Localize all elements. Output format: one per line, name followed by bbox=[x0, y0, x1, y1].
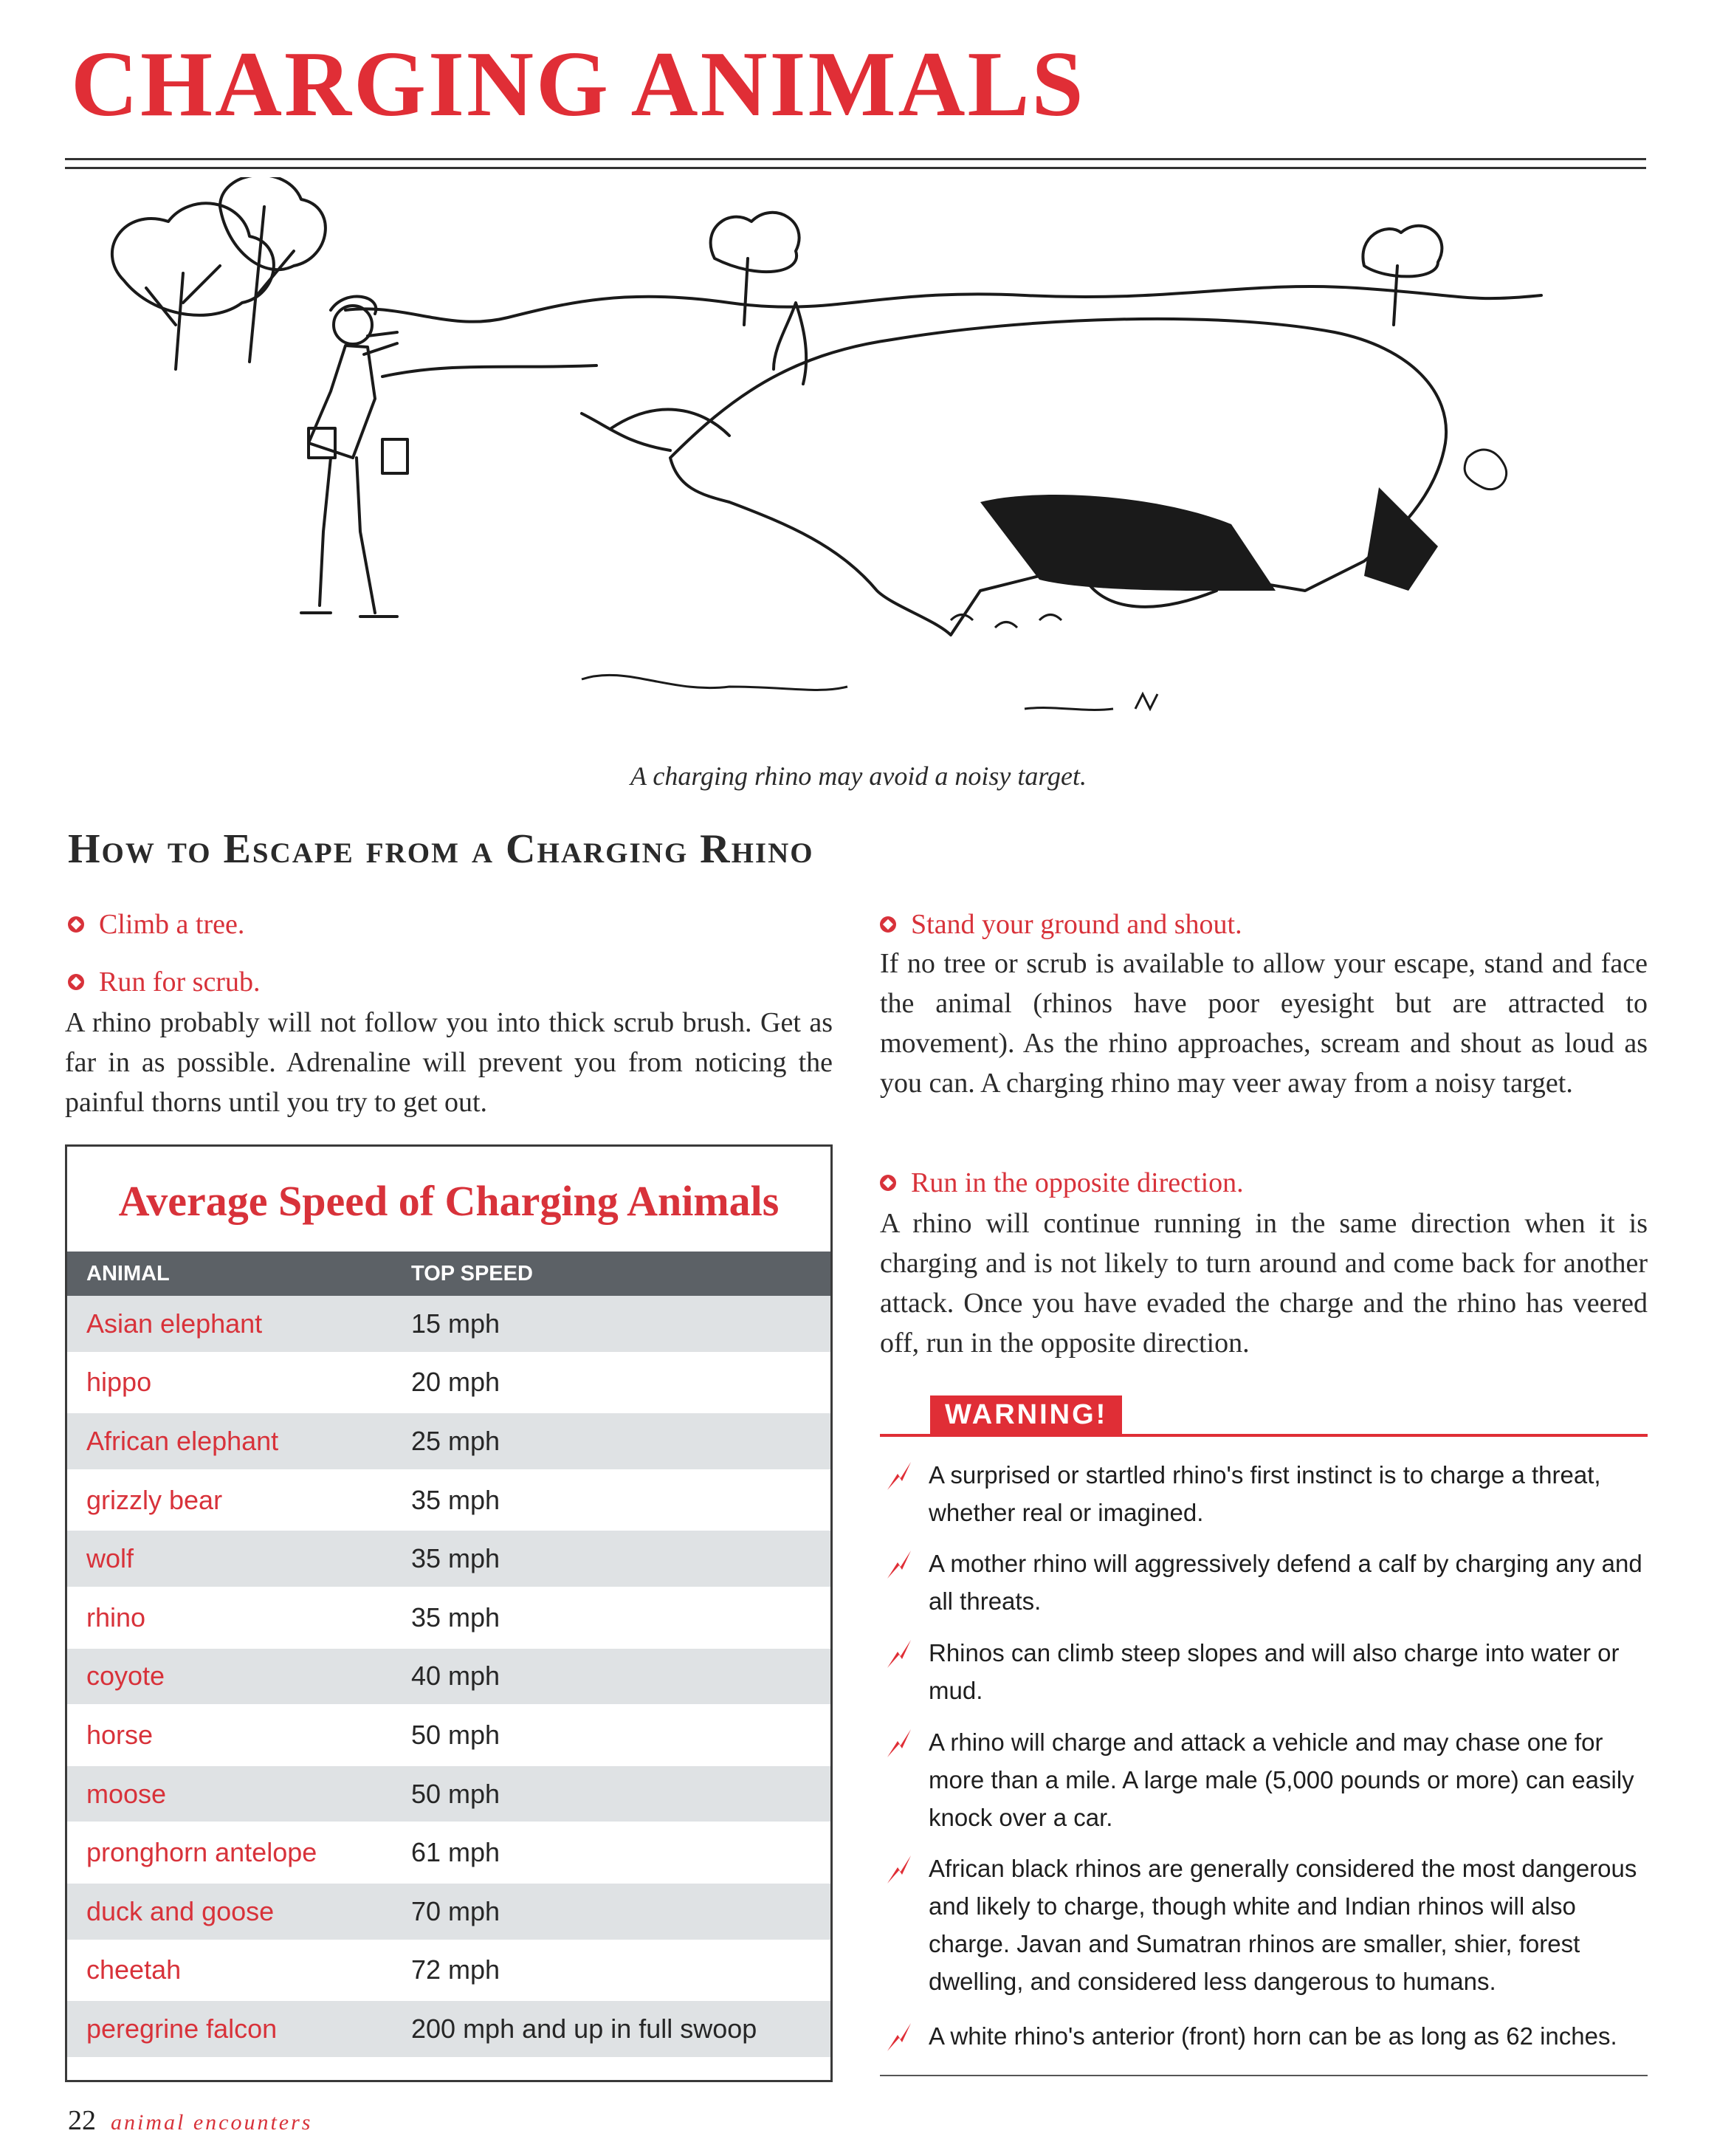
animal-cell: pronghorn antelope bbox=[86, 1837, 317, 1868]
tip-heading-scrub bbox=[68, 968, 260, 996]
red-circle-diamond-icon bbox=[68, 916, 84, 933]
lightning-bolt-icon bbox=[884, 2020, 914, 2053]
table-row bbox=[67, 1531, 830, 1590]
table-row bbox=[67, 1884, 830, 1943]
speed-cell: 35 mph bbox=[411, 1484, 500, 1515]
lightning-bolt-icon bbox=[884, 1726, 914, 1759]
animal-cell: coyote bbox=[86, 1661, 165, 1692]
warning-item-text: A surprised or startled rhino's first instinct is to charge a threat, whether real or imagined. bbox=[929, 1461, 1601, 1526]
warning-label: WARNING! bbox=[930, 1395, 1122, 1434]
speed-cell: 70 mph bbox=[411, 1895, 500, 1926]
table-row bbox=[67, 1824, 830, 1884]
tip-heading-stand bbox=[880, 910, 1242, 938]
animal-cell: rhino bbox=[86, 1601, 146, 1633]
table-row bbox=[67, 1472, 830, 1531]
tip-heading-run-opposite bbox=[880, 1169, 1244, 1197]
illustration-caption: A charging rhino may avoid a noisy target. bbox=[630, 761, 1087, 791]
animal-cell: moose bbox=[86, 1778, 167, 1809]
table-row bbox=[67, 1943, 830, 2002]
running-section-name: animal encounters bbox=[111, 2110, 313, 2135]
speed-cell: 200 mph and up in full swoop bbox=[411, 2013, 757, 2044]
table-body bbox=[67, 1296, 830, 2060]
column-header-top-speed: TOP SPEED bbox=[411, 1261, 533, 1285]
tip-heading-text: Run in the opposite direction. bbox=[911, 1167, 1244, 1198]
warning-bottom-rule bbox=[880, 2075, 1648, 2076]
animal-cell: Asian elephant bbox=[86, 1308, 263, 1339]
tip-body-stand: If no tree or scrub is available to allow your escape, stand and face the animal (rhinos have poor eyesight but are attracted to movement). As the rhino approaches, scream and shout as loud as you can. A charging rhino may veer away from a noisy target. bbox=[880, 948, 1648, 1099]
lightning-bolt-icon bbox=[884, 1637, 914, 1669]
warning-item-text: A white rhino's anterior (front) horn can be as long as 62 inches. bbox=[929, 2022, 1617, 2050]
speed-cell: 35 mph bbox=[411, 1601, 500, 1633]
title-rule-top bbox=[65, 158, 1646, 160]
page-footer bbox=[68, 2104, 312, 2137]
warning-item-text: A rhino will charge and attack a vehicle and may chase one for more than a mile. A large male (5,000 pounds or more) can easily knock over a car. bbox=[929, 1728, 1634, 1831]
page-title: CHARGING ANIMALS bbox=[71, 33, 1086, 136]
speed-cell: 72 mph bbox=[411, 1954, 500, 1985]
speed-cell: 20 mph bbox=[411, 1367, 500, 1398]
animal-cell: wolf bbox=[86, 1543, 134, 1574]
table-header-row bbox=[67, 1252, 830, 1296]
tip-heading-text: Climb a tree. bbox=[99, 909, 245, 940]
speed-cell: 25 mph bbox=[411, 1425, 500, 1456]
speed-cell: 40 mph bbox=[411, 1661, 500, 1692]
table-row bbox=[67, 1766, 830, 1825]
animal-cell: horse bbox=[86, 1719, 154, 1750]
warning-item-text: Rhinos can climb steep slopes and will also charge into water or mud. bbox=[929, 1639, 1620, 1704]
animal-cell: peregrine falcon bbox=[86, 2013, 278, 2044]
tip-heading-climb bbox=[68, 910, 244, 938]
table-row bbox=[67, 2001, 830, 2060]
section-heading: How to Escape from a Charging Rhino bbox=[68, 826, 814, 872]
speed-cell: 61 mph bbox=[411, 1837, 500, 1868]
title-rule-bottom bbox=[65, 167, 1646, 169]
animal-cell: cheetah bbox=[86, 1954, 182, 1985]
speed-cell: 50 mph bbox=[411, 1778, 500, 1809]
tip-body-run-opposite: A rhino will continue running in the same direction when it is charging and is not likely to turn around and come back for another attack. Once you have evaded the charge and the rhino has veered off, run in the opposite direction. bbox=[880, 1208, 1648, 1359]
lightning-bolt-icon bbox=[884, 1548, 914, 1580]
table-row bbox=[67, 1296, 830, 1355]
animal-cell: duck and goose bbox=[86, 1895, 275, 1926]
warning-item-text: African black rhinos are generally considered the most dangerous and likely to charge, though white and Indian rhinos will also charge. Javan and Sumatran rhinos are smaller, shier, forest dwelling, and considered less dangerous to humans. bbox=[929, 1855, 1637, 1995]
animal-cell: hippo bbox=[86, 1367, 152, 1398]
table-row bbox=[67, 1707, 830, 1766]
warning-item-text: A mother rhino will aggressively defend a calf by charging any and all threats. bbox=[929, 1550, 1642, 1615]
speed-cell: 50 mph bbox=[411, 1719, 500, 1750]
table-row bbox=[67, 1355, 830, 1414]
tip-heading-text: Run for scrub. bbox=[99, 967, 261, 998]
lightning-bolt-icon bbox=[884, 1459, 914, 1491]
table-title: Average Speed of Charging Animals bbox=[118, 1177, 780, 1225]
red-circle-diamond-icon bbox=[68, 974, 84, 990]
red-circle-diamond-icon bbox=[880, 1175, 896, 1191]
table-row bbox=[67, 1413, 830, 1472]
page-number: 22 bbox=[68, 2105, 96, 2136]
column-header-animal: ANIMAL bbox=[86, 1261, 170, 1285]
red-circle-diamond-icon bbox=[880, 916, 896, 933]
tip-heading-text: Stand your ground and shout. bbox=[911, 909, 1242, 940]
table-row bbox=[67, 1590, 830, 1649]
speed-cell: 15 mph bbox=[411, 1308, 500, 1339]
speed-cell: 35 mph bbox=[411, 1543, 500, 1574]
lightning-bolt-icon bbox=[884, 1853, 914, 1885]
animal-cell: grizzly bear bbox=[86, 1484, 223, 1515]
tip-body-scrub: A rhino probably will not follow you into thick scrub brush. Get as far in as possible. Adrenaline will prevent you from noticing the painful thorns until you try to get out. bbox=[65, 1007, 833, 1118]
rhino-charge-illustration bbox=[65, 177, 1646, 753]
warning-rule bbox=[880, 1434, 1648, 1437]
animal-cell: African elephant bbox=[86, 1425, 279, 1456]
table-row bbox=[67, 1649, 830, 1708]
speed-table bbox=[65, 1144, 833, 2082]
